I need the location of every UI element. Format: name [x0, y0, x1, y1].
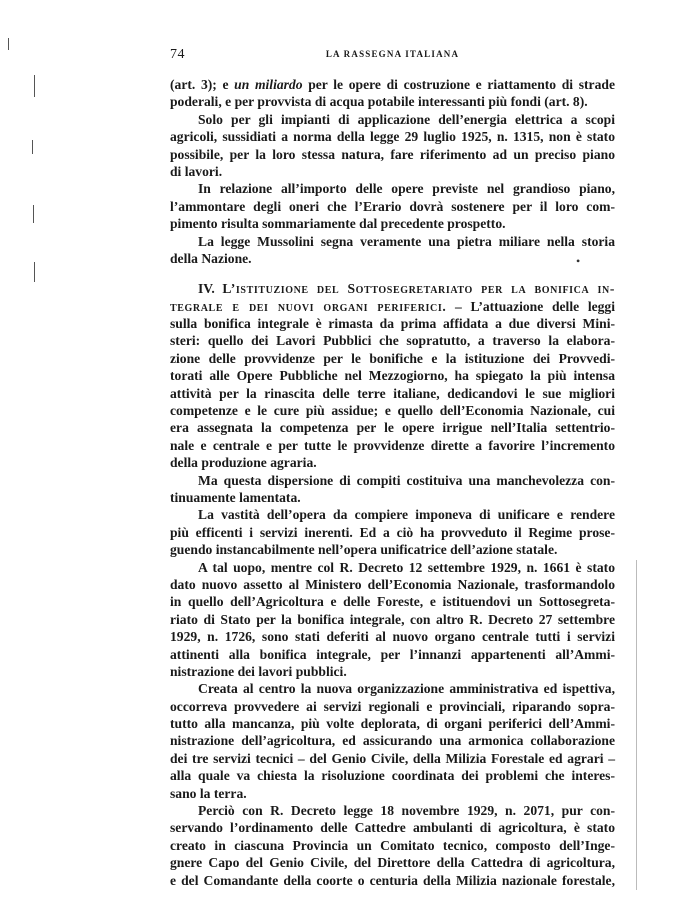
text-line: della produzione agraria. — [170, 455, 317, 471]
section-heading-line — [170, 280, 615, 297]
text-line: sulla bonifica integrale è rimasta da prima affidata a due diversi Mini- — [170, 316, 615, 332]
text-line: Creata al centro la nuova organizzazione amministrativa ed ispettiva, — [198, 681, 615, 697]
text-line: tinuamente lamentata. — [170, 489, 301, 505]
text-line: servando l’ordinamento delle Cattedre ambulanti di agricoltura, è stato — [170, 820, 615, 836]
text-line: dato nuovo assetto al Ministero dell’Economia Nazionale, trasformandolo — [170, 576, 615, 592]
journal-title: LA RASSEGNA ITALIANA — [325, 49, 460, 59]
text-line: attività per la rinascita delle terre italiane, dedicandovi le sue migliori — [170, 385, 615, 401]
text-line: attinenti alla bonifica integrale, per l’innanzi appartenenti all’Ammi- — [170, 646, 615, 662]
text-line: poderali, e per provvista di acqua potabile interessanti più fondi (art. 8). — [170, 94, 588, 110]
section-iv-paragraph — [170, 280, 615, 471]
text-line: possibile, per la loro stessa natura, fare riferimento ad un preciso piano — [170, 146, 615, 162]
text-line: sano la terra. — [170, 785, 247, 801]
section-number: IV. — [198, 281, 223, 297]
text-line: guendo instancabilmente nell’opera unificatrice dell’azione statale. — [170, 542, 558, 558]
paragraph — [170, 802, 615, 889]
emphasis-text: un miliardo — [234, 77, 303, 92]
text-line: della Nazione. — [170, 250, 252, 266]
text-line: competenze e le cure più assidue; e quello dell’Economia Nazionale, cui — [170, 403, 615, 419]
text-line — [170, 76, 615, 93]
text-line: più efficenti i servizi inerenti. Ed a ciò ha provveduto il Regime prose- — [170, 524, 615, 540]
text-line: A tal uopo, mentre col R. Decreto 12 settembre 1929, n. 1661 è stato — [198, 559, 615, 575]
paragraph — [170, 472, 615, 507]
text-line: nistrazione dei lavori pubblici. — [170, 663, 347, 679]
text-line: pimento risulta sommariamente dal precedente prospetto. — [170, 216, 506, 232]
text-line: Ma questa dispersione di compiti costituiva una manchevolezza con- — [198, 472, 615, 488]
running-head — [170, 47, 615, 63]
paragraph — [170, 506, 615, 558]
text-line: di lavori. — [170, 163, 223, 179]
text-line: La vastità dell’opera da compiere imponeva di unificare e rendere — [198, 507, 615, 523]
paragraph — [170, 680, 615, 802]
page-number: 74 — [170, 47, 185, 62]
text-line: occorreva provvedere ai servizi regionali e provinciali, riparando sopra- — [170, 698, 615, 714]
section-gap — [170, 267, 615, 280]
text-line: Perciò con R. Decreto legge 18 novembre 1929, n. 2071, pur con- — [198, 803, 615, 819]
text-line: gnere Capo del Genio Civile, del Direttore della Cattedra di agricoltura, — [170, 855, 615, 871]
text-line: nistrazione dell’agricoltura, ed assicurando una armonica collaborazione — [170, 733, 615, 749]
text-line: e del Comandante della coorte o centuria della Milizia nazionale forestale, — [170, 872, 615, 888]
text-line: nale e centrale e per tutte le provvidenze dirette a favorire l’incremento — [170, 437, 615, 453]
text-line: steri: quello dei Lavori Pubblici che sopratutto, a traverso la elabora- — [170, 333, 615, 349]
text-run: (art. 3); e — [170, 77, 235, 92]
text-line: era assegnata la competenza per le opere irrigue nell’Italia settentrio- — [170, 420, 615, 436]
text-line: creato in ciascuna Provincia un Comitato tecnico, composto dell’Inge- — [170, 837, 615, 853]
text-line: agricoli, sussidiati a norma della legge 29 luglio 1925, n. 1315, non è stato — [170, 129, 615, 145]
paragraph — [170, 180, 615, 232]
paragraph — [170, 111, 615, 181]
section-heading: tegrale e dei nuovi organi periferici. — [170, 298, 447, 314]
text-line: La legge Mussolini segna veramente una pietra miliare nella storia — [198, 233, 615, 249]
text-run: – L’attuazione delle leggi — [446, 298, 616, 314]
text-line: riato di Stato per la bonifica integrale, con altro R. Decreto 27 settembre — [170, 611, 615, 627]
text-line: l’ammontare degli oneri che l’Erario dovrà sostenere per il loro com- — [170, 198, 615, 214]
text-line: in quello dell’Agricoltura e delle Foreste, e istituendovi un Sottosegreta- — [170, 594, 615, 610]
stray-ink-mark: • — [576, 254, 581, 268]
text-line: alla quale va chiesta la risoluzione coordinata dei problemi che interes- — [170, 768, 615, 784]
text-line: tutto alla mancanza, più volte deplorata, di organi periferici dell’Ammi- — [170, 716, 615, 732]
paragraph-continuation — [170, 76, 615, 111]
paragraph — [170, 559, 615, 681]
body-text — [170, 76, 615, 889]
text-line: In relazione all’importo delle opere previste nel grandioso piano, — [198, 181, 615, 197]
text-line: dei tre servizi tecnici – del Genio Civile, della Milizia Forestale ed agrari – — [170, 750, 615, 766]
text-line: 1929, n. 1726, sono stati deferiti al nuovo organo centrale tutti i servizi — [170, 629, 615, 645]
text-line: Solo per gli impianti di applicazione dell’energia elettrica a scopi — [198, 111, 615, 127]
text-line: torati alle Opere Pubbliche nel Mezzogiorno, ha spiegato la più intensa — [170, 368, 615, 384]
section-heading: L’istituzione del Sottosegretariato per la bonifica in- — [222, 281, 615, 297]
text-run: per le opere di costruzione e riattamento di strade — [302, 77, 615, 92]
paragraph — [170, 233, 615, 268]
section-heading-line — [170, 298, 615, 315]
text-line: zione delle provvidenze per le bonifiche e la istituzione dei Provvedi- — [170, 350, 615, 366]
